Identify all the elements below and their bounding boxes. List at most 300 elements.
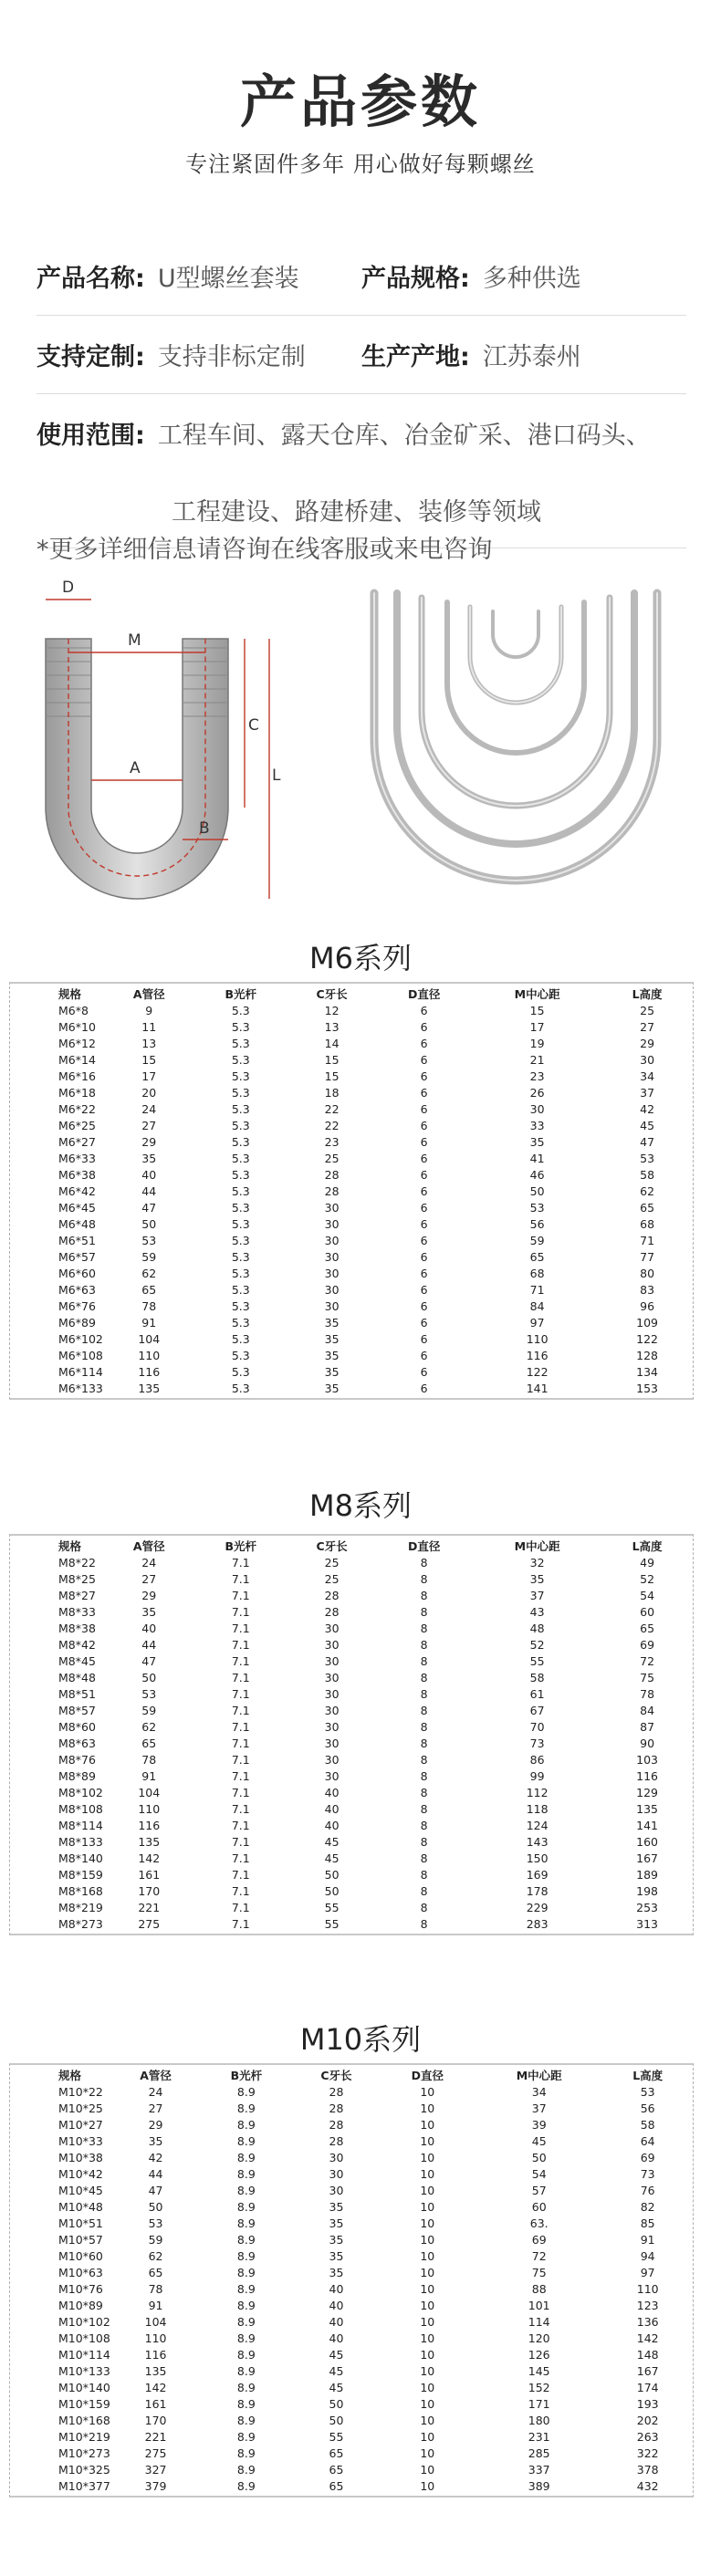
column-header: M中心距 [516,2069,562,2082]
table-cell: 7.1 [231,1834,250,1849]
table-cell: 5.3 [231,1200,250,1215]
table-cell: 112 [526,1785,549,1799]
table-cell: M8*45 [58,1653,96,1668]
table-cell: M10*45 [58,2183,103,2197]
table-cell: 10 [420,2478,435,2493]
table-cell: 59 [141,1703,157,1717]
table-cell: 10 [420,2281,435,2296]
table-row [11,1199,691,1215]
table-row [11,2083,691,2100]
table-cell: 24 [148,2084,163,2099]
table-cell: 5.3 [231,1003,250,1017]
table-cell: 8 [420,1916,428,1931]
table-cell: 8 [420,1604,428,1619]
table-cell: M10*33 [58,2133,103,2148]
table-cell: 30 [324,1200,340,1215]
table-cell: 25 [324,1571,340,1586]
table-cell: 10 [420,2248,435,2263]
table-row [11,2247,691,2264]
table-cell: 10 [420,2150,435,2164]
table-cell: 62 [148,2248,163,2263]
table-row [11,1817,691,1833]
table-cell: 8.9 [236,2117,256,2132]
table-cell: 379 [144,2478,167,2493]
scope-line2: 工程建设、路建桥建、装修等领域 [172,497,541,527]
table-row [11,1784,691,1800]
table-cell: 8 [420,1736,428,1750]
table-cell: M6*63 [58,1282,96,1297]
table-cell: 5.3 [231,1134,250,1149]
table-cell: 15 [324,1052,340,1067]
custom-value: 支持非标定制 [157,343,306,371]
table-cell: 71 [529,1282,545,1297]
table-cell: 13 [141,1036,157,1050]
table-cell: 8.9 [236,2183,256,2197]
table-cell: 8.9 [236,2429,256,2444]
table-cell: 72 [640,1653,655,1668]
table-header-row [11,2067,691,2083]
table-cell: 50 [141,1216,157,1231]
table-cell: 47 [640,1134,655,1149]
table-cell: 35 [324,1315,340,1330]
table-row [11,1035,691,1051]
table-row [11,1620,691,1636]
table-cell: M10*25 [58,2101,103,2115]
table-cell: 28 [329,2133,344,2148]
table-cell: 7.1 [231,1588,250,1602]
table-cell: 8.9 [236,2380,256,2394]
table-cell: 110 [636,2281,659,2296]
table-cell: 8 [420,1719,428,1734]
table-cell: 30 [640,1052,655,1067]
table-row [11,1554,691,1570]
table-cell: 67 [529,1703,545,1717]
table-cell: 50 [141,1670,157,1684]
table-row [11,1215,691,1232]
table-cell: 35 [329,2199,344,2214]
table-row [11,1718,691,1735]
table-cell: 58 [529,1670,545,1684]
table-cell: 30 [324,1703,340,1717]
table-cell: 76 [640,2183,655,2197]
table-row [11,1882,691,1899]
table-cell: 63. [529,2216,549,2230]
table-cell: 30 [324,1233,340,1247]
table-cell: 44 [141,1637,157,1652]
table-row [11,2445,691,2461]
table-cell: 8 [420,1834,428,1849]
table-cell: 221 [138,1900,161,1914]
table-cell: 7.1 [231,1719,250,1734]
table-cell: 229 [526,1900,549,1914]
table-cell: 14 [324,1036,340,1050]
column-header: 规格 [58,2069,82,2082]
table-cell: 8 [420,1900,428,1914]
table-cell: 35 [329,2232,344,2247]
table-cell: M6*25 [58,1118,96,1132]
table-cell: 8.9 [236,2265,256,2279]
table-cell: M8*33 [58,1604,96,1619]
consult-note: *更多详细信息请咨询在线客服或来电咨询 [37,536,493,564]
table-cell: 78 [148,2281,163,2296]
table-cell: 231 [528,2429,550,2444]
table-cell: 73 [529,1736,545,1750]
page-title: 产品参数 [239,68,481,135]
table-cell: 72 [531,2248,547,2263]
table-cell: M6*18 [58,1085,96,1100]
column-header: 规格 [58,1539,82,1553]
table-cell: 30 [324,1266,340,1280]
table-cell: 69 [640,2150,655,2164]
table-cell: M6*133 [58,1381,103,1395]
table-row [11,1298,691,1314]
table-cell: 45 [329,2380,344,2394]
table-row [11,1915,691,1932]
table-cell: 10 [420,2429,435,2444]
table-cell: 8.9 [236,2478,256,2493]
table-cell: 65 [640,1200,655,1215]
table-cell: 30 [329,2150,344,2164]
table-row [11,2149,691,2165]
table-cell: 6 [420,1200,428,1215]
table-cell: 120 [528,2331,550,2345]
table-cell: 6 [420,1315,428,1330]
table-cell: 202 [636,2413,659,2427]
table-cell: 5.3 [231,1331,250,1346]
table-row [11,1117,691,1133]
table-cell: M10*108 [58,2331,110,2345]
table-cell: 128 [636,1348,659,1362]
table-row [11,1685,691,1702]
table-cell: M6*22 [58,1101,96,1116]
table-row [11,2395,691,2412]
table-cell: 43 [529,1604,545,1619]
table-cell: 10 [420,2347,435,2362]
table-cell: 40 [324,1785,340,1799]
table-cell: 34 [640,1069,655,1083]
table-cell: 6 [420,1266,428,1280]
table-cell: 142 [144,2380,167,2394]
table-cell: 80 [640,1266,655,1280]
table-cell: 8 [420,1653,428,1668]
table-cell: 10 [420,2446,435,2460]
table-cell: 193 [636,2396,659,2411]
table-cell: 135 [138,1381,161,1395]
table-cell: 8.9 [236,2331,256,2345]
table-row [11,1084,691,1100]
table-cell: 5.3 [231,1167,250,1182]
table-cell: M8*89 [58,1768,96,1783]
table-cell: 30 [324,1768,340,1783]
table-cell: 32 [529,1555,545,1570]
table-cell: M10*114 [58,2347,110,2362]
table-cell: 15 [529,1003,545,1017]
table-cell: M8*108 [58,1801,103,1816]
table-cell: 59 [148,2232,163,2247]
table-cell: 7.1 [231,1653,250,1668]
table-header-row [11,986,691,1002]
table-cell: 161 [138,1867,161,1882]
table-cell: 7.1 [231,1768,250,1783]
table-cell: M8*25 [58,1571,96,1586]
label-b: B [199,819,210,838]
table-cell: 42 [640,1101,655,1116]
table-cell: 7.1 [231,1883,250,1898]
table-cell: 28 [329,2101,344,2115]
table-cell: 5.3 [231,1266,250,1280]
table-row [11,2182,691,2198]
table-cell: 8.9 [236,2314,256,2329]
table-cell: 5.3 [231,1069,250,1083]
table-cell: 29 [141,1134,157,1149]
table-cell: 18 [324,1085,340,1100]
table-cell: 8.9 [236,2462,256,2477]
table-cell: M8*102 [58,1785,103,1799]
table-cell: 27 [141,1571,157,1586]
table-cell: 40 [329,2298,344,2312]
table-cell: 122 [636,1331,659,1346]
table-cell: M8*76 [58,1752,96,1767]
table-cell: 5.3 [231,1282,250,1297]
u-bolt-dimension-diagram [37,579,283,917]
table-cell: 110 [138,1348,161,1362]
table-cell: 6 [420,1249,428,1264]
table-row [11,2297,691,2313]
table-row [11,1150,691,1166]
table-cell: 7.1 [231,1637,250,1652]
table-cell: M6*8 [58,1003,89,1017]
table-cell: 8 [420,1637,428,1652]
table-cell: 91 [640,2232,655,2247]
table-cell: 57 [531,2183,547,2197]
table-cell: 5.3 [231,1036,250,1050]
table-cell: 135 [144,2363,167,2378]
table-cell: 65 [329,2478,344,2493]
table-row [11,2231,691,2247]
table-cell: 7.1 [231,1900,250,1914]
table-cell: 37 [640,1085,655,1100]
table-cell: M10*325 [58,2462,110,2477]
table-cell: 42 [148,2150,163,2164]
table-cell: 8.9 [236,2133,256,2148]
table-cell: 88 [531,2281,547,2296]
table-cell: 7.1 [231,1916,250,1931]
table-cell: 35 [529,1571,545,1586]
table-cell: 8 [420,1571,428,1586]
table-cell: 8.9 [236,2363,256,2378]
table-cell: 10 [420,2462,435,2477]
table-cell: 109 [636,1315,659,1330]
table-cell: 6 [420,1118,428,1132]
table-cell: 40 [141,1621,157,1635]
table-cell: 10 [420,2084,435,2099]
table-cell: M8*159 [58,1867,103,1882]
table-cell: M8*63 [58,1736,96,1750]
table-cell: 10 [420,2396,435,2411]
table-cell: 10 [420,2331,435,2345]
table-cell: 5.3 [231,1381,250,1395]
table-cell: M10*60 [58,2248,103,2263]
table-cell: 62 [640,1184,655,1198]
table-row [11,1702,691,1718]
table-cell: 135 [636,1801,659,1816]
table-cell: 62 [141,1266,157,1280]
table-cell: M8*57 [58,1703,96,1717]
table-cell: 78 [141,1298,157,1313]
table-cell: M10*27 [58,2117,103,2132]
table-cell: 118 [526,1801,549,1816]
table-cell: 65 [148,2265,163,2279]
table-cell: 65 [329,2462,344,2477]
table-cell: M6*108 [58,1348,103,1362]
table-cell: 275 [144,2446,167,2460]
table-cell: 55 [529,1653,545,1668]
table-cell: 35 [141,1151,157,1165]
table-cell: 40 [324,1801,340,1816]
table-cell: M6*42 [58,1184,96,1198]
table-cell: M6*12 [58,1036,96,1050]
label-d: D [62,579,75,597]
table-cell: M8*51 [58,1686,96,1701]
table-cell: 7.1 [231,1867,250,1882]
table-cell: 97 [529,1315,545,1330]
table-row [11,1363,691,1380]
table-cell: 275 [138,1916,161,1931]
table-row [11,1281,691,1298]
table-cell: 84 [640,1703,655,1717]
table-cell: 189 [636,1867,659,1882]
table-cell: 5.3 [231,1118,250,1132]
column-header: B光杆 [225,987,257,1001]
table-row [11,1183,691,1199]
table-cell: 35 [141,1604,157,1619]
table-cell: 5.3 [231,1364,250,1379]
table-row [11,1653,691,1669]
table-cell: M6*48 [58,1216,96,1231]
table-cell: 134 [636,1364,659,1379]
table-cell: 46 [529,1167,545,1182]
table-row [11,2477,691,2494]
table-cell: 10 [420,2380,435,2394]
table-cell: 141 [636,1818,659,1832]
table-cell: 75 [640,1670,655,1684]
table-row [11,2412,691,2428]
table-cell: 10 [420,2265,435,2279]
table-cell: 8.9 [236,2150,256,2164]
table-cell: 7.1 [231,1752,250,1767]
table-cell: 23 [529,1069,545,1083]
table-cell: 116 [636,1768,659,1783]
table-cell: 5.3 [231,1151,250,1165]
table-cell: M10*219 [58,2429,110,2444]
table-cell: 6 [420,1216,428,1231]
table-row [11,1570,691,1587]
table-cell: 54 [640,1588,655,1602]
table-cell: M8*273 [58,1916,103,1931]
table-cell: 41 [529,1151,545,1165]
table-cell: 40 [329,2281,344,2296]
table-cell: M10*22 [58,2084,103,2099]
table-cell: M8*114 [58,1818,103,1832]
table-cell: 6 [420,1019,428,1034]
table-cell: 71 [640,1233,655,1247]
table-row [11,2116,691,2133]
spec-label: 产品规格: [361,265,470,293]
table-cell: 96 [640,1298,655,1313]
table-cell: 84 [529,1298,545,1313]
table-cell: 10 [420,2363,435,2378]
column-header: L高度 [632,987,663,1001]
table-cell: 70 [529,1719,545,1734]
table-row [11,2280,691,2297]
table-cell: 73 [640,2166,655,2181]
table-cell: 11 [141,1019,157,1034]
table-cell: 167 [636,2363,659,2378]
table-cell: 22 [324,1101,340,1116]
table-cell: 25 [324,1151,340,1165]
table-cell: 35 [329,2248,344,2263]
table-cell: 178 [526,1883,549,1898]
table-cell: M6*102 [58,1331,103,1346]
table-cell: M8*27 [58,1588,96,1602]
table-cell: 141 [526,1381,549,1395]
table-cell: M6*60 [58,1266,96,1280]
spec-table [11,2067,691,2494]
table-cell: 142 [138,1851,161,1865]
table-cell: 45 [324,1851,340,1865]
table-cell: 15 [324,1069,340,1083]
table-cell: 153 [636,1381,659,1395]
table-cell: 322 [636,2446,659,2460]
table-cell: 8 [420,1703,428,1717]
table-cell: M8*48 [58,1670,96,1684]
table-cell: 60 [640,1604,655,1619]
table-cell: 116 [526,1348,549,1362]
scope-line1: 工程车间、露天仓库、冶金矿采、港口码头、 [157,421,651,450]
series-title: M6系列 [309,941,412,975]
table-cell: 45 [324,1834,340,1849]
table-cell: 378 [636,2462,659,2477]
table-cell: 263 [636,2429,659,2444]
table-cell: 40 [141,1167,157,1182]
table-cell: 432 [636,2478,659,2493]
table-cell: 129 [636,1785,659,1799]
info-row-custom [37,316,686,394]
column-header: M中心距 [514,987,560,1001]
hero-header [0,0,721,183]
spec-table [11,986,691,1396]
table-cell: 55 [324,1916,340,1931]
table-cell: 8 [420,1752,428,1767]
table-cell: 170 [144,2413,167,2427]
table-row [11,1380,691,1396]
table-cell: 28 [329,2084,344,2099]
table-cell: 6 [420,1069,428,1083]
series-title: M8系列 [309,1488,412,1523]
table-cell: 50 [148,2199,163,2214]
table-cell: 5.3 [231,1249,250,1264]
table-cell: M8*38 [58,1621,96,1635]
table-cell: 8.9 [236,2101,256,2115]
table-cell: 52 [529,1637,545,1652]
table-cell: M6*51 [58,1233,96,1247]
table-cell: 50 [529,1184,545,1198]
table-cell: 30 [324,1298,340,1313]
info-row-scope [37,394,686,548]
table-cell: 61 [529,1686,545,1701]
table-cell: 10 [420,2413,435,2427]
table-cell: 45 [640,1118,655,1132]
